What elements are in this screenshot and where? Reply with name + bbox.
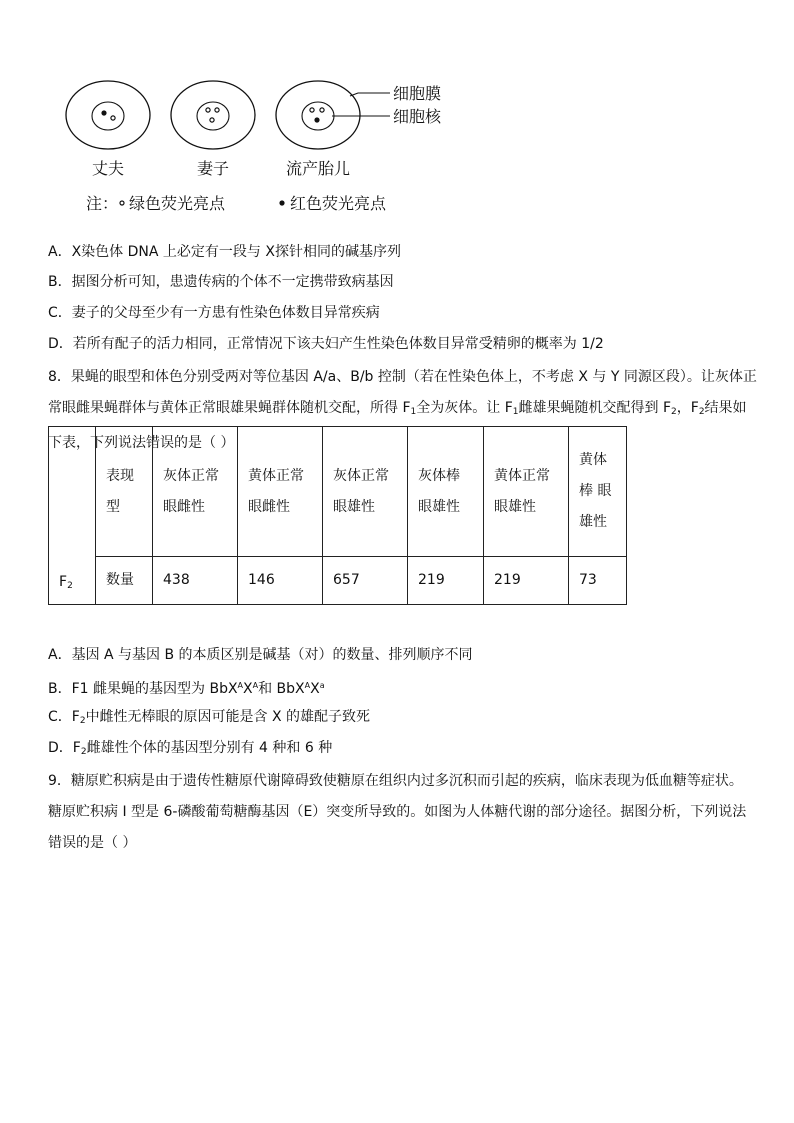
q8-stem-line3: 下表，下列说法错误的是（ ） [48, 435, 235, 451]
count-cell: 146 [238, 557, 323, 605]
red-dot-legend-icon [279, 200, 284, 205]
header-phenotype: 表现 型 [96, 427, 153, 557]
count-cell: 438 [153, 557, 238, 605]
col-header-6: 黄体 棒 眼 雄性 [569, 427, 627, 557]
col-header-4: 灰体棒 眼雄性 [408, 427, 484, 557]
wife-label: 妻子 [196, 159, 230, 178]
note-prefix: 注： [86, 194, 119, 213]
fetus-cell [276, 81, 360, 149]
husband-cell [66, 81, 150, 149]
q8-option-c: C．$F_2$中雌性无棒眼的原因可能是含 X 的雄配子致死 [48, 709, 371, 726]
green-dot [210, 118, 214, 122]
green-dot-legend-icon [120, 201, 124, 205]
q9-stem [48, 766, 776, 859]
q7-option-d: D．若所有配子的活力相同，正常情况下该夫妇产生性染色体数目异常受精卵的概率为 1/2 [48, 336, 604, 352]
count-cell: 219 [484, 557, 569, 605]
row-label-f2: $F_2$ [49, 427, 96, 605]
green-dot [111, 116, 115, 120]
husband-label: 丈夫 [91, 159, 125, 178]
green-dot [215, 108, 219, 112]
col-header-2: 黄体正常 眼雌性 [238, 427, 323, 557]
q8-option-a: A．基因 A 与基因 B 的本质区别是碱基（对）的数量、排列顺序不同 [48, 647, 473, 663]
q8-option-b: B．F1 雌果蝇的基因型为 $BbX^AX^A$和 $BbX^AX^a$ [48, 681, 325, 697]
red-dot [314, 117, 319, 122]
q8-stem-line2: 常眼雌果蝇群体与黄体正常眼雄果蝇群体随机交配，所得 $F_1$全为灰体。让 $F_1$雌雄果蝇随机交配得到 $F_2$，$F_2$结果如 [48, 400, 747, 417]
red-dot [101, 110, 106, 115]
note-red-label: 红色荧光亮点 [290, 194, 387, 213]
q7-option-c: C．妻子的父母至少有一方患有性染色体数目异常疾病 [48, 305, 380, 321]
q7-option-a: A．X染色体 DNA 上必定有一段与 X探针相同的碱基序列 [48, 244, 401, 260]
nucleus-label: 细胞核 [393, 107, 442, 126]
f2-phenotype-table [48, 426, 627, 605]
q8-option-d: D．$F_2$雌雄性个体的基因型分别有 4 种和 6 种 [48, 740, 333, 757]
membrane-callout-line [350, 93, 390, 96]
wife-cell [171, 81, 255, 149]
q7-option-b: B．据图分析可知，患遗传病的个体不一定携带致病基因 [48, 274, 394, 290]
q9-line2: 糖原贮积病 I 型是 6-磷酸葡萄糖酶基因（E）突变所导致的。如图为人体糖代谢的部分途径。据图分析，下列说法 [48, 804, 747, 820]
q8-stem-line1: 8．果蝇的眼型和体色分别受两对等位基因 A/a、B/b 控制（若在性染色体上，不考虑 X 与 Y 同源区段）。让灰体正 [48, 369, 757, 385]
count-cell: 657 [323, 557, 408, 605]
count-label: 数量 [96, 557, 153, 605]
green-dot [206, 108, 210, 112]
col-header-1: 灰体正常 眼雌性 [153, 427, 238, 557]
fetus-label: 流产胎儿 [285, 159, 351, 178]
col-header-3: 灰体正常 眼雄性 [323, 427, 408, 557]
q9-line3: 错误的是（ ） [48, 835, 137, 851]
note-green-label: 绿色荧光亮点 [129, 194, 226, 213]
green-dot [320, 108, 324, 112]
karyotype-fish-figure [0, 0, 794, 230]
count-cell: 219 [408, 557, 484, 605]
q9-line1: 9．糖原贮积病是由于遗传性糖原代谢障碍致使糖原在组织内过多沉积而引起的疾病，临床表现为低血糖等症状。 [48, 773, 743, 789]
membrane-label: 细胞膜 [393, 84, 442, 103]
green-dot [310, 108, 314, 112]
count-cell: 73 [569, 557, 627, 605]
col-header-5: 黄体正常 眼雄性 [484, 427, 569, 557]
